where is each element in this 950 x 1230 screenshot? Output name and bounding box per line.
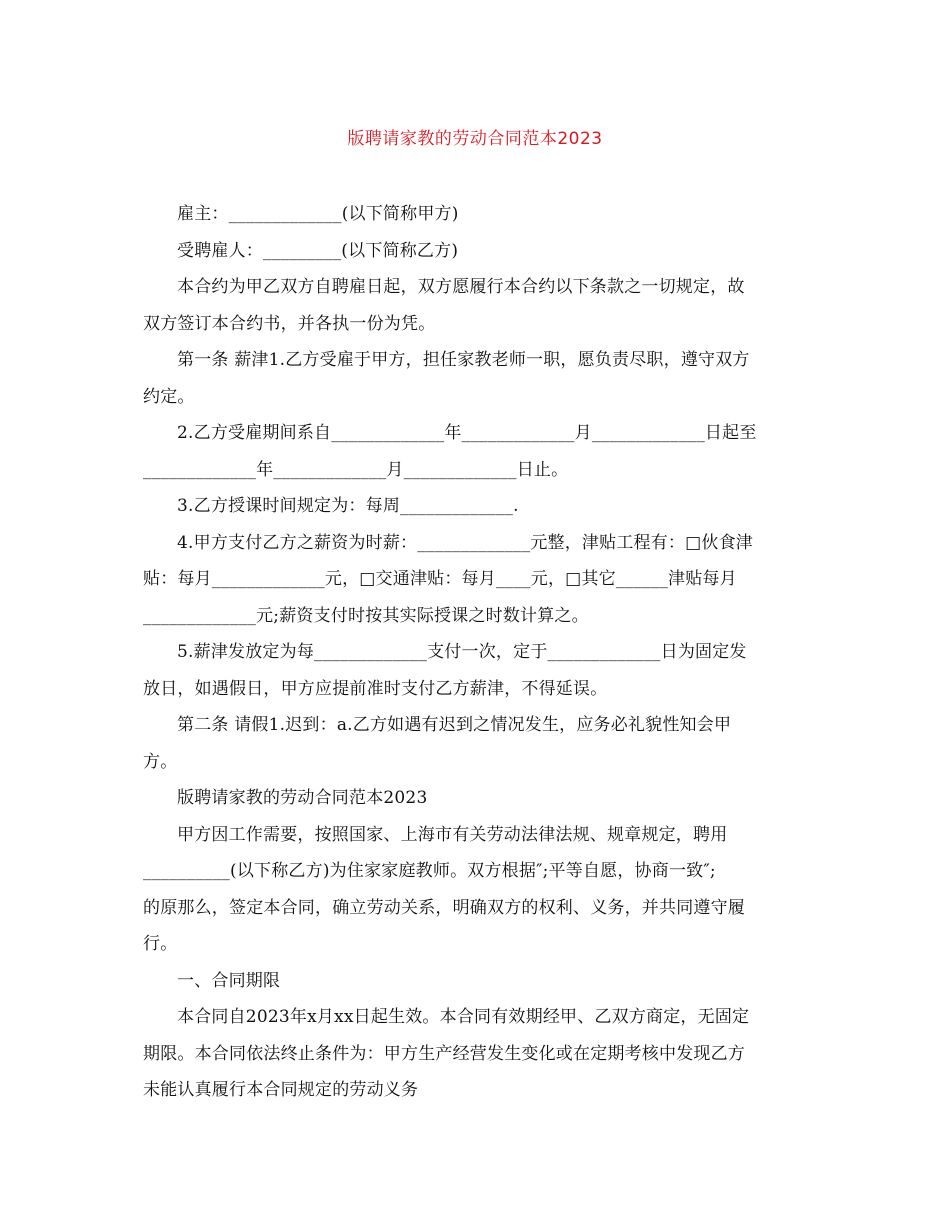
- paragraph-teaching-time: [143, 488, 813, 525]
- paragraph-payday: [143, 634, 813, 707]
- paragraph-section-heading: [143, 963, 813, 1000]
- paragraph-article-2: [143, 707, 813, 780]
- paragraph-salary: [143, 525, 813, 635]
- paragraph-hire: [143, 817, 813, 963]
- text-line: _____________年_____________月_____________日止。: [143, 459, 569, 480]
- text-line: 甲方因工作需要，按照国家、上海市有关劳动法律法规、规章规定，聘用: [177, 824, 728, 845]
- paragraph-intro: [143, 269, 813, 342]
- text-line: 贴：每月_____________元，□交通津贴：每月____元，□其它______津贴每月: [143, 569, 737, 589]
- text-line: 第一条 薪津1.乙方受雇于甲方，担任家教老师一职，愿负责尽职，遵守双方: [177, 350, 750, 370]
- text-line: 的原那么，签定本合同，确立劳动关系，明确双方的权利、义务，并共同遵守履: [143, 897, 745, 918]
- text-line: 未能认真履行本合同规定的劳动义务: [143, 1080, 419, 1100]
- text-line: 2.乙方受雇期间系自_____________年_____________月_____________日起至: [177, 423, 757, 443]
- text-line: 期限。本合同依法终止条件为：甲方生产经营发生变化或在定期考核中发现乙方: [143, 1043, 745, 1064]
- text-line: 4.甲方支付乙方之薪资为时薪：_____________元整，津贴工程有：□伙食津: [177, 532, 753, 553]
- paragraph-employer: [143, 196, 813, 233]
- text-line: 方。: [143, 751, 178, 772]
- text-line: __________(以下称乙方)为住家家庭教师。双方根据″;平等自愿，协商一致″;: [143, 861, 716, 881]
- text-line: 双方签订本合约书，并各执一份为凭。: [143, 313, 436, 334]
- text-line: 本合同自2023年x月xx日起生效。本合同有效期经甲、乙双方商定，无固定: [177, 1007, 750, 1027]
- text-line: 第二条 请假1.迟到：a.乙方如遇有迟到之情况发生，应务必礼貌性知会甲: [177, 715, 732, 735]
- text-line: 一、合同期限: [177, 970, 281, 991]
- text-line: 5.薪津发放定为每_____________支付一次，定于_____________日为固定发: [177, 642, 747, 662]
- text-line: 雇主：_____________(以下简称甲方): [177, 204, 459, 224]
- paragraph-employment-period: [143, 415, 813, 488]
- paragraph-employee: [143, 233, 813, 270]
- paragraph-subtitle: [143, 780, 813, 817]
- paragraph-article-1: [143, 342, 813, 415]
- text-line: 本合约为甲乙双方自聘雇日起，双方愿履行本合约以下条款之一切规定，故: [177, 277, 745, 297]
- text-line: 行。: [143, 934, 178, 954]
- document-title: 版聘请家教的劳动合同范本2023: [347, 129, 603, 149]
- text-line: 放日，如遇假日，甲方应提前准时支付乙方薪津，不得延误。: [143, 678, 608, 699]
- paragraph-contract-term: [143, 999, 813, 1109]
- document-body: [143, 196, 813, 1109]
- text-line: 约定。: [143, 386, 195, 407]
- text-line: _____________元;薪资支付时按其实际授课之时数计算之。: [143, 605, 589, 626]
- text-line: 3.乙方授课时间规定为：每周_____________.: [177, 496, 519, 516]
- text-line: 版聘请家教的劳动合同范本2023: [177, 788, 428, 808]
- text-line: 受聘雇人：_________(以下简称乙方): [177, 240, 459, 261]
